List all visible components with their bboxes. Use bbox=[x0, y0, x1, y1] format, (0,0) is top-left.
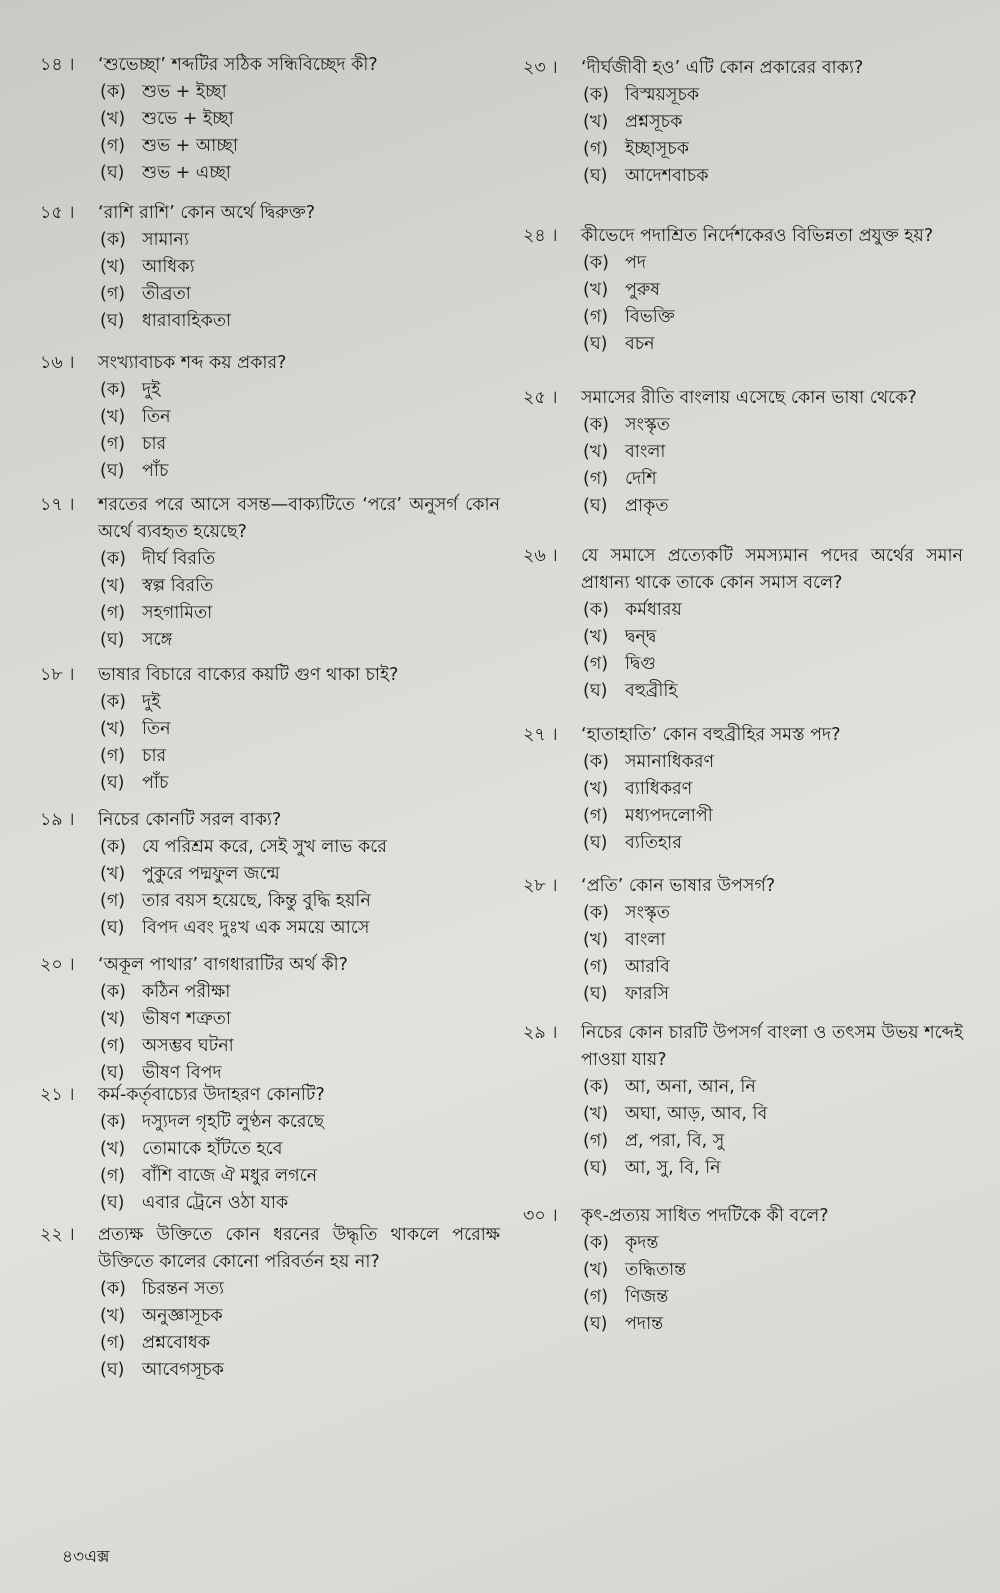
option-label: (ঘ) bbox=[583, 496, 608, 516]
option-text: দুই bbox=[142, 692, 161, 712]
answer-option bbox=[100, 254, 500, 281]
option-text: বিভক্তি bbox=[625, 307, 675, 327]
option-text: স্বল্প বিরতি bbox=[142, 576, 214, 596]
option-text: পুরুষ bbox=[625, 280, 660, 300]
question-item bbox=[523, 223, 963, 358]
option-label: (ক) bbox=[100, 230, 126, 250]
option-text: শুভে + ইচ্ছা bbox=[142, 109, 234, 129]
option-list bbox=[100, 377, 500, 485]
answer-option bbox=[100, 573, 500, 600]
option-list bbox=[100, 1276, 500, 1384]
answer-option bbox=[583, 651, 963, 678]
option-label: (খ) bbox=[583, 1104, 609, 1124]
answer-option bbox=[583, 1284, 963, 1311]
option-label: (ঘ) bbox=[100, 163, 125, 183]
option-label: (গ) bbox=[100, 1333, 126, 1353]
option-label: (গ) bbox=[583, 1287, 609, 1307]
question-number: ২৮ । bbox=[523, 876, 558, 896]
question-header bbox=[523, 873, 963, 900]
question-number: ২৬ । bbox=[523, 546, 558, 566]
option-label: (গ) bbox=[100, 1036, 126, 1056]
question-item bbox=[40, 807, 500, 942]
question-number: ২০ । bbox=[40, 955, 75, 975]
option-text: পাঁচ bbox=[142, 461, 169, 481]
answer-option bbox=[100, 227, 500, 254]
question-number: ২১ । bbox=[40, 1085, 75, 1105]
option-label: (গ) bbox=[583, 469, 609, 489]
option-label: (গ) bbox=[583, 654, 609, 674]
answer-option bbox=[583, 304, 963, 331]
option-label: (খ) bbox=[100, 1306, 126, 1326]
option-label: (গ) bbox=[583, 806, 609, 826]
option-list bbox=[583, 900, 963, 1008]
option-label: (খ) bbox=[100, 719, 126, 739]
answer-option bbox=[583, 749, 963, 776]
answer-option bbox=[100, 1006, 500, 1033]
option-text: কৃদন্ত bbox=[625, 1233, 659, 1253]
option-list bbox=[583, 597, 963, 705]
question-text: নিচের কোন চারটি উপসর্গ বাংলা ও তৎসম উভয় শব্দেই পাওয়া যায়? bbox=[581, 1023, 963, 1070]
option-text: সঙ্গে bbox=[142, 630, 173, 650]
question-number: ২৩ । bbox=[523, 58, 558, 78]
option-label: (ক) bbox=[100, 692, 126, 712]
option-text: শুভ + ইচ্ছা bbox=[142, 82, 227, 102]
option-text: ণিজন্ত bbox=[625, 1287, 669, 1307]
option-label: (ক) bbox=[100, 1279, 126, 1299]
question-header bbox=[40, 807, 500, 834]
option-text: অঘা, আড়, আব, বি bbox=[625, 1104, 768, 1124]
option-label: (ঘ) bbox=[100, 1063, 125, 1083]
question-header bbox=[40, 350, 500, 377]
option-text: কঠিন পরীক্ষা bbox=[142, 982, 231, 1002]
question-number: ৩০ । bbox=[523, 1206, 558, 1226]
option-label: (ঘ) bbox=[100, 311, 125, 331]
question-item bbox=[40, 662, 500, 797]
question-number: ১৭ । bbox=[40, 495, 75, 515]
answer-option bbox=[100, 1109, 500, 1136]
question-number: ২৭ । bbox=[523, 725, 558, 745]
question-text: সমাসের রীতি বাংলায় এসেছে কোন ভাষা থেকে? bbox=[581, 388, 917, 408]
answer-option bbox=[100, 743, 500, 770]
question-item bbox=[523, 722, 963, 857]
answer-option bbox=[100, 546, 500, 573]
answer-option bbox=[100, 627, 500, 654]
answer-option bbox=[583, 900, 963, 927]
option-list bbox=[583, 1074, 963, 1182]
question-text: ‘অকূল পাথার’ বাগধারাটির অর্থ কী? bbox=[98, 955, 348, 975]
answer-option bbox=[100, 160, 500, 187]
option-text: তার বয়স হয়েছে, কিন্তু বুদ্ধি হয়নি bbox=[142, 891, 371, 911]
option-text: তোমাকে হাঁটতে হবে bbox=[142, 1139, 283, 1159]
option-text: পাঁচ bbox=[142, 773, 169, 793]
option-label: (গ) bbox=[100, 136, 126, 156]
option-label: (গ) bbox=[583, 1131, 609, 1151]
option-label: (ক) bbox=[583, 1077, 609, 1097]
answer-option bbox=[100, 404, 500, 431]
option-text: ফারসি bbox=[625, 984, 670, 1004]
option-text: দ্বিগু bbox=[625, 654, 656, 674]
answer-option bbox=[583, 277, 963, 304]
answer-option bbox=[583, 1074, 963, 1101]
answer-option bbox=[100, 1190, 500, 1217]
option-label: (গ) bbox=[583, 957, 609, 977]
option-text: দুই bbox=[142, 380, 161, 400]
answer-option bbox=[100, 1136, 500, 1163]
option-list bbox=[583, 82, 963, 190]
option-label: (খ) bbox=[583, 1260, 609, 1280]
option-label: (ঘ) bbox=[583, 681, 608, 701]
option-text: বচন bbox=[625, 334, 655, 354]
option-text: বাংলা bbox=[625, 930, 666, 950]
option-label: (ক) bbox=[583, 752, 609, 772]
answer-option bbox=[583, 678, 963, 705]
question-number: ২৫ । bbox=[523, 388, 558, 408]
question-item bbox=[523, 385, 963, 520]
answer-option bbox=[583, 466, 963, 493]
option-label: (ঘ) bbox=[100, 773, 125, 793]
option-text: দ্বন্দ্ব bbox=[625, 627, 657, 647]
question-header bbox=[40, 200, 500, 227]
option-text: আ, সু, বি, নি bbox=[625, 1158, 721, 1178]
option-list bbox=[100, 834, 500, 942]
option-label: (ক) bbox=[583, 600, 609, 620]
answer-option bbox=[100, 79, 500, 106]
option-label: (ঘ) bbox=[100, 1193, 125, 1213]
option-label: (গ) bbox=[583, 139, 609, 159]
option-label: (খ) bbox=[583, 280, 609, 300]
option-list bbox=[583, 1230, 963, 1338]
option-label: (খ) bbox=[100, 1009, 126, 1029]
answer-option bbox=[583, 136, 963, 163]
question-header bbox=[40, 52, 500, 79]
option-text: শুভ + এচ্ছা bbox=[142, 163, 231, 183]
option-text: ব্যাধিকরণ bbox=[625, 779, 693, 799]
question-text: যে সমাসে প্রত্যেকটি সমস্যমান পদের অর্থের সমান প্রাধান্য থাকে তাকে কোন সমাস বলে? bbox=[581, 546, 963, 593]
answer-option bbox=[583, 1155, 963, 1182]
question-text: ‘শুভেচ্ছা’ শব্দটির সঠিক সন্ধিবিচ্ছেদ কী? bbox=[98, 55, 378, 75]
answer-option bbox=[583, 109, 963, 136]
answer-option bbox=[583, 163, 963, 190]
option-label: (ক) bbox=[583, 1233, 609, 1253]
option-text: প্র, পরা, বি, সু bbox=[625, 1131, 725, 1151]
answer-option bbox=[583, 776, 963, 803]
option-label: (ক) bbox=[100, 380, 126, 400]
option-text: সংস্কৃত bbox=[625, 903, 670, 923]
option-text: সামান্য bbox=[142, 230, 189, 250]
question-text: শরতের পরে আসে বসন্ত—বাক্যটিতে ‘পরে’ অনুসর্গ কোন অর্থে ব্যবহৃত হয়েছে? bbox=[98, 495, 500, 542]
option-label: (খ) bbox=[100, 576, 126, 596]
question-header bbox=[523, 1203, 963, 1230]
answer-option bbox=[100, 770, 500, 797]
question-number: ২৯ । bbox=[523, 1023, 558, 1043]
option-list bbox=[583, 250, 963, 358]
option-text: সহগামিতা bbox=[142, 603, 213, 623]
option-text: তীব্রতা bbox=[142, 284, 191, 304]
option-text: আধিক্য bbox=[142, 257, 195, 277]
question-text: ‘প্রতি’ কোন ভাষার উপসর্গ? bbox=[581, 876, 776, 896]
option-text: যে পরিশ্রম করে, সেই সুখ লাভ করে bbox=[142, 837, 387, 857]
answer-option bbox=[583, 1230, 963, 1257]
question-number: ১৮ । bbox=[40, 665, 75, 685]
question-header bbox=[523, 223, 963, 250]
option-label: (খ) bbox=[100, 407, 126, 427]
answer-option bbox=[100, 431, 500, 458]
answer-option bbox=[583, 803, 963, 830]
option-label: (গ) bbox=[100, 284, 126, 304]
option-text: দীর্ঘ বিরতি bbox=[142, 549, 216, 569]
question-item bbox=[523, 543, 963, 705]
question-number: ১৯ । bbox=[40, 810, 75, 830]
answer-option bbox=[100, 1033, 500, 1060]
answer-option bbox=[583, 830, 963, 857]
answer-option bbox=[583, 1101, 963, 1128]
option-label: (ক) bbox=[583, 415, 609, 435]
option-label: (গ) bbox=[100, 891, 126, 911]
option-text: বাংলা bbox=[625, 442, 666, 462]
option-label: (খ) bbox=[583, 779, 609, 799]
option-label: (ঘ) bbox=[100, 918, 125, 938]
question-text: কৃৎ-প্রত্যয় সাধিত পদটিকে কী বলে? bbox=[581, 1206, 829, 1226]
question-text: নিচের কোনটি সরল বাক্য? bbox=[98, 810, 282, 830]
option-text: আদেশবাচক bbox=[625, 166, 709, 186]
option-label: (ক) bbox=[583, 85, 609, 105]
answer-option bbox=[100, 133, 500, 160]
option-label: (গ) bbox=[100, 746, 126, 766]
answer-option bbox=[583, 439, 963, 466]
option-text: কর্মধারয় bbox=[625, 600, 682, 620]
page-code: ৪৩এক্স bbox=[62, 1547, 110, 1567]
option-label: (খ) bbox=[583, 930, 609, 950]
question-header bbox=[40, 662, 500, 689]
option-text: আরবি bbox=[625, 957, 670, 977]
option-text: দস্যুদল গৃহটি লুণ্ঠন করেছে bbox=[142, 1112, 325, 1132]
option-label: (খ) bbox=[100, 1139, 126, 1159]
question-header bbox=[523, 722, 963, 749]
answer-option bbox=[583, 981, 963, 1008]
question-number: ১৬ । bbox=[40, 353, 75, 373]
option-list bbox=[100, 1109, 500, 1217]
question-item bbox=[40, 492, 500, 654]
option-text: ইচ্ছাসূচক bbox=[625, 139, 689, 159]
option-text: সংস্কৃত bbox=[625, 415, 670, 435]
option-label: (ক) bbox=[100, 82, 126, 102]
answer-option bbox=[583, 1128, 963, 1155]
question-item bbox=[523, 873, 963, 1008]
answer-option bbox=[100, 1357, 500, 1384]
option-label: (ক) bbox=[100, 1112, 126, 1132]
option-label: (গ) bbox=[100, 603, 126, 623]
answer-option bbox=[100, 458, 500, 485]
option-label: (ক) bbox=[583, 903, 609, 923]
option-text: ধারাবাহিকতা bbox=[142, 311, 232, 331]
answer-option bbox=[583, 493, 963, 520]
option-list bbox=[583, 412, 963, 520]
option-text: তদ্ধিতান্ত bbox=[625, 1260, 687, 1280]
option-text: ব্যতিহার bbox=[625, 833, 682, 853]
answer-option bbox=[100, 377, 500, 404]
option-label: (গ) bbox=[583, 307, 609, 327]
question-header bbox=[40, 1082, 500, 1109]
question-item bbox=[40, 1082, 500, 1217]
option-text: চার bbox=[142, 434, 167, 454]
option-list bbox=[100, 79, 500, 187]
answer-option bbox=[100, 979, 500, 1006]
option-text: দেশি bbox=[625, 469, 657, 489]
option-text: পুকুরে পদ্মফুল জন্মে bbox=[142, 864, 280, 884]
option-text: বাঁশি বাজে ঐ মধুর লগনে bbox=[142, 1166, 318, 1186]
option-text: পদান্ত bbox=[625, 1314, 664, 1334]
question-text: প্রত্যক্ষ উক্তিতে কোন ধরনের উদ্ধৃতি থাকলে পরোক্ষ উক্তিতে কালের কোনো পরিবর্তন হয় না? bbox=[98, 1225, 500, 1272]
question-text: ‘দীর্ঘজীবী হও’ এটি কোন প্রকারের বাক্য? bbox=[581, 58, 864, 78]
answer-option bbox=[100, 915, 500, 942]
question-item bbox=[523, 1020, 963, 1182]
question-header bbox=[523, 55, 963, 82]
answer-option bbox=[583, 597, 963, 624]
answer-option bbox=[583, 82, 963, 109]
question-text: ভাষার বিচারে বাক্যের কয়টি গুণ থাকা চাই? bbox=[98, 665, 399, 685]
question-item bbox=[40, 52, 500, 187]
option-label: (খ) bbox=[100, 257, 126, 277]
option-label: (খ) bbox=[583, 442, 609, 462]
option-text: অনুজ্ঞাসূচক bbox=[142, 1306, 223, 1326]
question-header bbox=[523, 385, 963, 412]
option-label: (ঘ) bbox=[583, 1158, 608, 1178]
option-list bbox=[100, 979, 500, 1087]
answer-option bbox=[100, 600, 500, 627]
question-number: ২৪ । bbox=[523, 226, 558, 246]
option-text: তিন bbox=[142, 407, 171, 427]
answer-option bbox=[100, 1330, 500, 1357]
option-text: মধ্যপদলোপী bbox=[625, 806, 713, 826]
question-item bbox=[523, 55, 963, 190]
answer-option bbox=[100, 1163, 500, 1190]
question-item bbox=[40, 1222, 500, 1384]
answer-option bbox=[100, 281, 500, 308]
option-text: এবার ট্রেনে ওঠা যাক bbox=[142, 1193, 289, 1213]
answer-option bbox=[583, 331, 963, 358]
answer-option bbox=[100, 716, 500, 743]
answer-option bbox=[100, 106, 500, 133]
question-item bbox=[40, 350, 500, 485]
answer-option bbox=[583, 412, 963, 439]
answer-option bbox=[583, 954, 963, 981]
option-label: (খ) bbox=[583, 627, 609, 647]
option-text: পদ bbox=[625, 253, 647, 273]
question-number: ১৪ । bbox=[40, 55, 75, 75]
option-text: চিরন্তন সত্য bbox=[142, 1279, 224, 1299]
option-list bbox=[100, 546, 500, 654]
option-label: (খ) bbox=[583, 112, 609, 132]
option-list bbox=[583, 749, 963, 857]
answer-option bbox=[583, 927, 963, 954]
option-text: অসম্ভব ঘটনা bbox=[142, 1036, 234, 1056]
answer-option bbox=[583, 1311, 963, 1338]
answer-option bbox=[583, 1257, 963, 1284]
option-text: সমানাধিকরণ bbox=[625, 752, 715, 772]
option-label: (ক) bbox=[100, 982, 126, 1002]
option-text: চার bbox=[142, 746, 167, 766]
option-label: (ক) bbox=[100, 837, 126, 857]
option-text: প্রাকৃত bbox=[625, 496, 669, 516]
answer-option bbox=[100, 834, 500, 861]
option-label: (ঘ) bbox=[100, 1360, 125, 1380]
option-text: বহুব্রীহি bbox=[625, 681, 678, 701]
answer-option bbox=[583, 250, 963, 277]
answer-option bbox=[100, 861, 500, 888]
option-label: (ঘ) bbox=[100, 630, 125, 650]
answer-option bbox=[100, 689, 500, 716]
option-label: (খ) bbox=[100, 109, 126, 129]
question-number: ১৫ । bbox=[40, 203, 75, 223]
answer-option bbox=[100, 308, 500, 335]
option-label: (ঘ) bbox=[100, 461, 125, 481]
option-text: আ, অনা, আন, নি bbox=[625, 1077, 756, 1097]
answer-option bbox=[583, 624, 963, 651]
option-label: (খ) bbox=[100, 864, 126, 884]
answer-option bbox=[100, 888, 500, 915]
option-list bbox=[100, 689, 500, 797]
question-item bbox=[40, 952, 500, 1087]
option-text: প্রশ্নসূচক bbox=[625, 112, 683, 132]
option-text: ভীষণ বিপদ bbox=[142, 1063, 222, 1083]
question-text: কর্ম-কর্তৃবাচ্যের উদাহরণ কোনটি? bbox=[98, 1085, 325, 1105]
option-list bbox=[100, 227, 500, 335]
question-item bbox=[523, 1203, 963, 1338]
option-label: (ঘ) bbox=[583, 984, 608, 1004]
question-header bbox=[523, 1020, 963, 1074]
option-text: শুভ + আচ্ছা bbox=[142, 136, 238, 156]
option-label: (ঘ) bbox=[583, 166, 608, 186]
option-label: (ঘ) bbox=[583, 1314, 608, 1334]
option-text: প্রশ্নবোধক bbox=[142, 1333, 210, 1353]
question-number: ২২ । bbox=[40, 1225, 75, 1245]
option-label: (ক) bbox=[100, 549, 126, 569]
option-label: (গ) bbox=[100, 1166, 126, 1186]
option-text: বিস্ময়সূচক bbox=[625, 85, 700, 105]
option-label: (ক) bbox=[583, 253, 609, 273]
question-text: কীভেদে পদাশ্রিত নির্দেশকেরও বিভিন্নতা প্রযুক্ত হয়? bbox=[581, 226, 934, 246]
option-text: আবেগসূচক bbox=[142, 1360, 224, 1380]
question-text: ‘হাতাহাতি’ কোন বহুব্রীহির সমস্ত পদ? bbox=[581, 725, 841, 745]
question-header bbox=[523, 543, 963, 597]
option-label: (ঘ) bbox=[583, 833, 608, 853]
question-text: সংখ্যাবাচক শব্দ কয় প্রকার? bbox=[98, 353, 287, 373]
option-label: (ঘ) bbox=[583, 334, 608, 354]
option-text: বিপদ এবং দুঃখ এক সময়ে আসে bbox=[142, 918, 370, 938]
option-label: (গ) bbox=[100, 434, 126, 454]
option-text: ভীষণ শত্রুতা bbox=[142, 1009, 231, 1029]
answer-option bbox=[100, 1276, 500, 1303]
option-text: তিন bbox=[142, 719, 171, 739]
question-header bbox=[40, 492, 500, 546]
question-header bbox=[40, 952, 500, 979]
answer-option bbox=[100, 1303, 500, 1330]
question-header bbox=[40, 1222, 500, 1276]
question-text: ‘রাশি রাশি’ কোন অর্থে দ্বিরুক্ত? bbox=[98, 203, 316, 223]
question-item bbox=[40, 200, 500, 335]
